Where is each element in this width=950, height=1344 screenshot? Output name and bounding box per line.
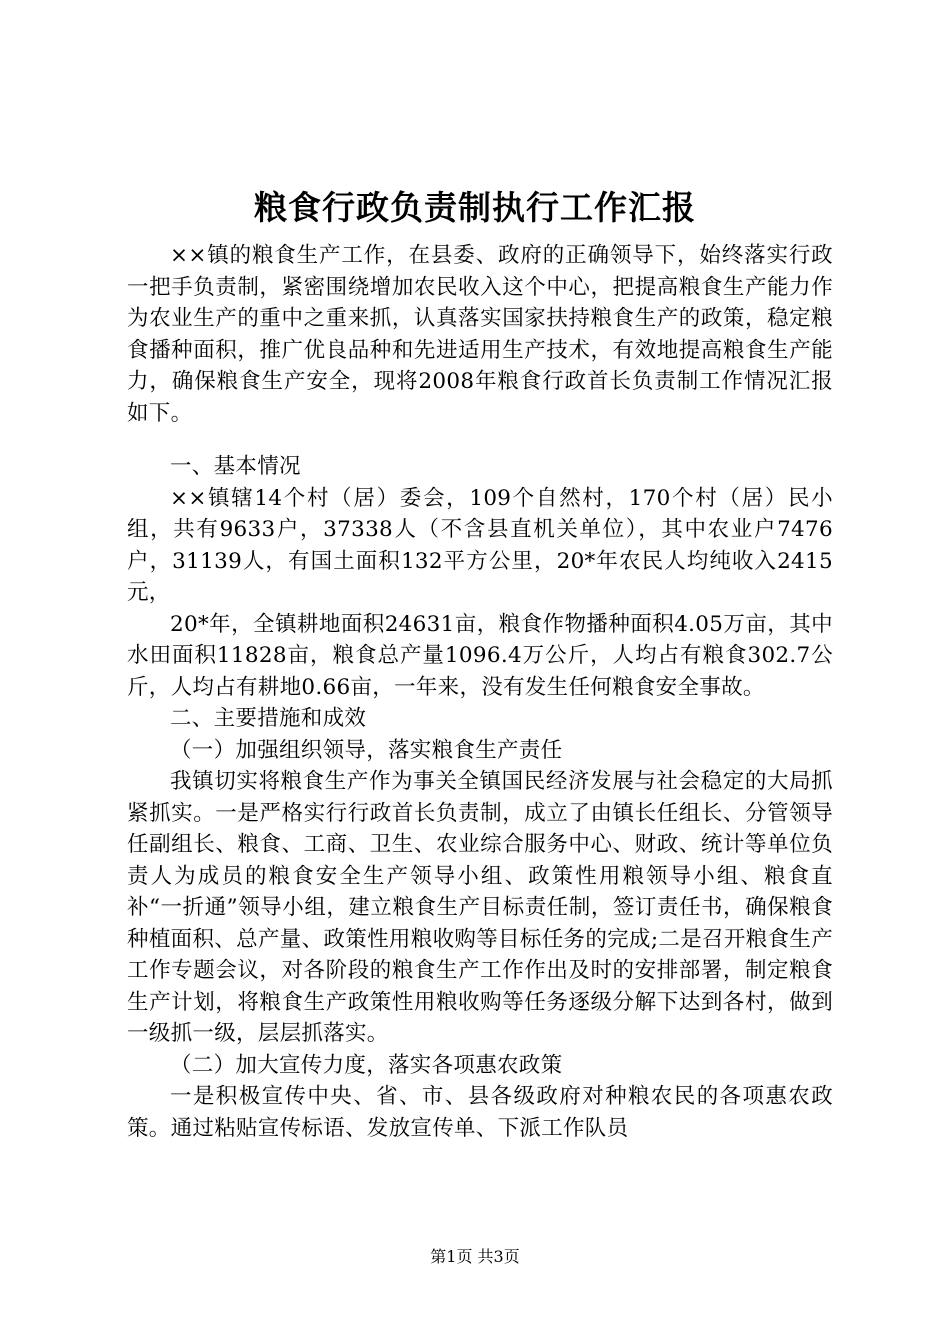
subsection-heading-organization: （一）加强组织领导，落实粮食生产责任 — [170, 737, 563, 763]
subsection-heading-publicity: （二）加大宣传力度，落实各项惠农政策 — [170, 1052, 563, 1078]
organization-paragraph: 我镇切实将粮食生产作为事关全镇国民经济发展与社会稳定的大局抓紧抓实。一是严格实行行政首长负责制，成立了由镇长任组长、分管领导任副组长、粮食、工商、卫生、农业综合服务中心、财政、统计等单位负责人为成员的粮食安全生产领导小组、政策性用粮领导小组、粮食直补“一折通”领导小组，建立粮食生产目标责任制，签订责任书，确保粮食种植面积、总产量、政策性用粮收购等目标任务的完成;二是召开粮食生产工作专题会议，对各阶段的粮食生产工作作出及时的安排部署，制定粮食生产计划，将粮食生产政策性用粮收购等任务逐级分解下达到各村，做到一级抓一级，层层抓落实。 — [127, 769, 833, 1046]
section-heading-measures: 二、主要措施和成效 — [170, 706, 367, 731]
document-body — [127, 240, 833, 1144]
document-title: 粮食行政负责制执行工作汇报 — [254, 188, 696, 227]
page-number-footer: 第1页 共3页 — [430, 1247, 520, 1266]
publicity-paragraph: 一是积极宣传中央、省、市、县各级政府对种粮农民的各项惠农政策。通过粘贴宣传标语、发放宣传单、下派工作队员 — [127, 1084, 833, 1141]
intro-paragraph: ××镇的粮食生产工作，在县委、政府的正确领导下，始终落实行政一把手负责制，紧密围绕增加农民收入这个中心，把提高粮食生产能力作为农业生产的重中之重来抓，认真落实国家扶持粮食生产的政策，稳定粮食播种面积，推广优良品种和先进适用生产技术，有效地提高粮食生产能力，确保粮食生产安全，现将2008年粮食行政首长负责制工作情况汇报如下。 — [127, 243, 833, 426]
basic-situation-paragraph-1: ××镇辖14个村（居）委会，109个自然村，170个村（居）民小组，共有9633户，37338人（不含县直机关单位），其中农业户7476户，31139人，有国土面积132平方公里，20*年农民人均纯收入2415元， — [127, 485, 833, 605]
basic-situation-paragraph-2: 20*年，全镇耕地面积24631亩，粮食作物播种面积4.05万亩，其中水田面积11828亩，粮食总产量1096.4万公斤，人均占有粮食302.7公斤，人均占有耕地0.66亩，一年来，没有发生任何粮食安全事故。 — [127, 611, 833, 700]
section-heading-basic-situation: 一、基本情况 — [170, 454, 301, 479]
